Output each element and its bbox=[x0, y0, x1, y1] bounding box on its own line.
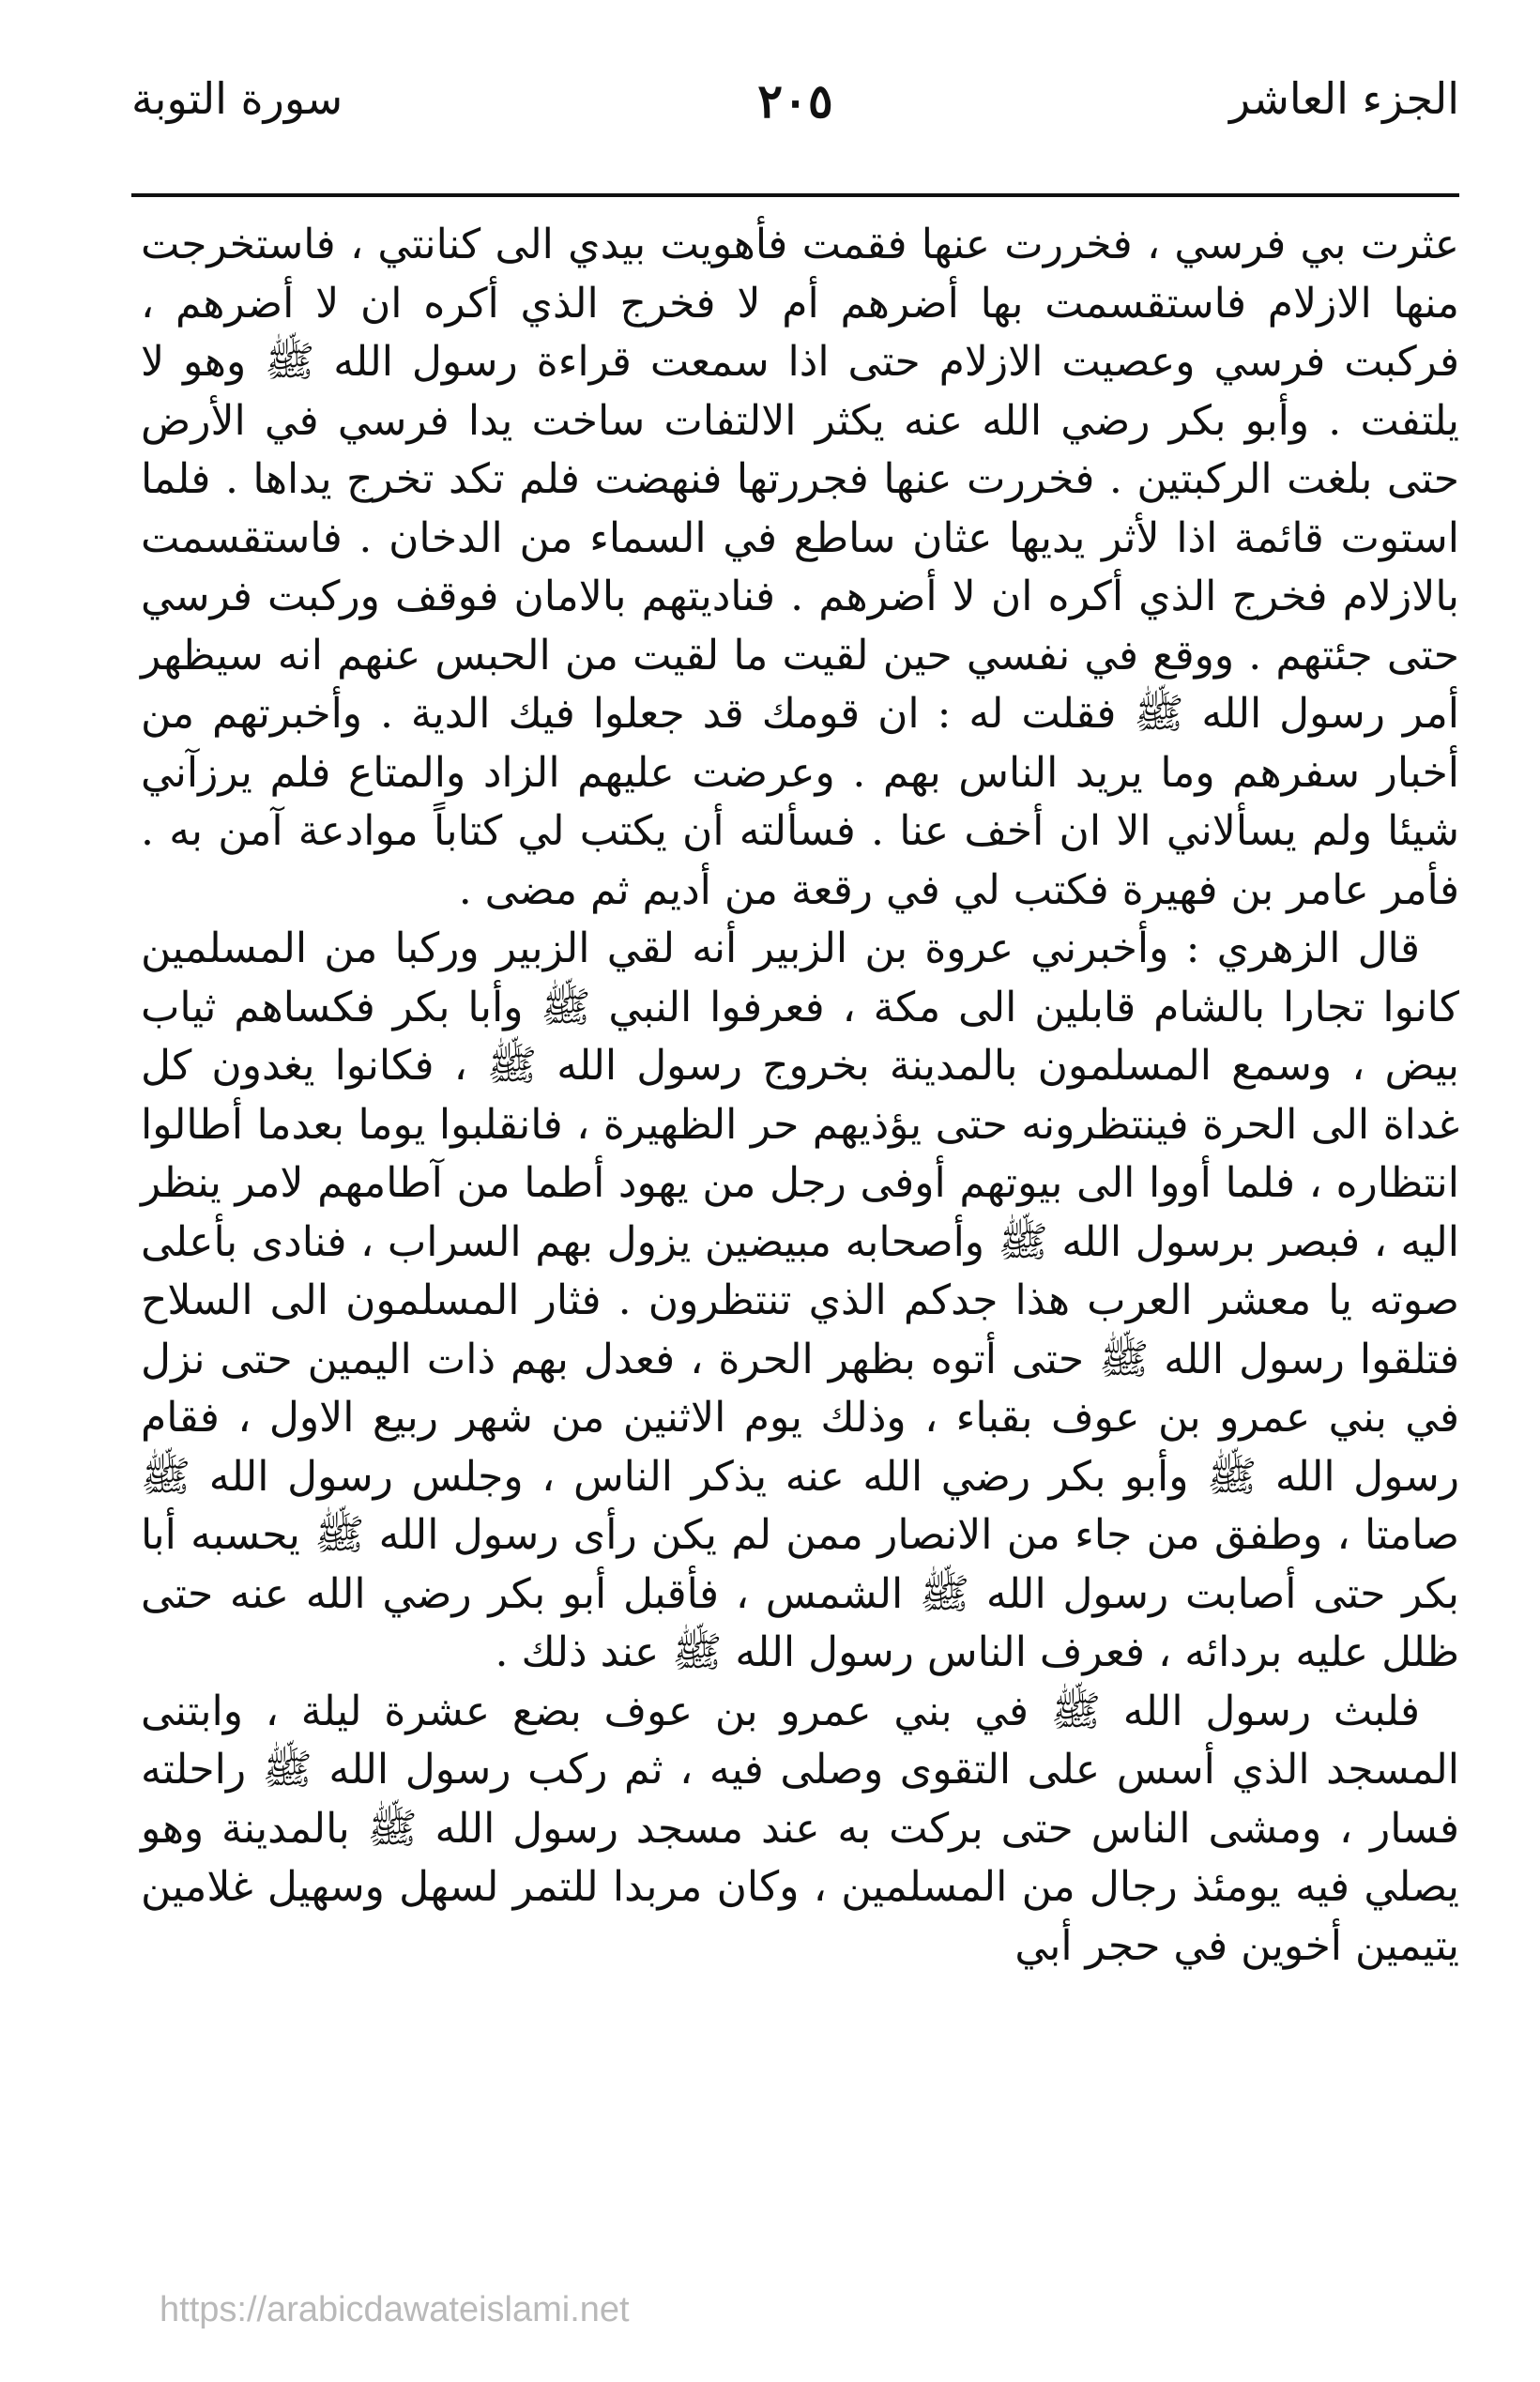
paragraph-2: قال الزهري : وأخبرني عروة بن الزبير أنه لقي الزبير وركبا من المسلمين كانوا تجارا بالشام قابلين الى مكة ، فعرفوا النبي ﷺ وأبا بكر فكساهم ثياب بيض ، وسمع المسلمون بالمدينة بخروج رسول الله ﷺ ، فكانوا يغدون كل غداة الى الحرة فينتظرونه حتى يؤذيهم حر الظهيرة ، فانقلبوا يوما بعدما أطالوا انتظاره ، فلما أووا الى بيوتهم أوفى رجل من يهود أطما من آطامهم لامر ينظر اليه ، فبصر برسول الله ﷺ وأصحابه مبيضين يزول بهم السراب ، فنادى بأعلى صوته يا معشر العرب هذا جدكم الذي تنتظرون . فثار المسلمون الى السلاح فتلقوا رسول الله ﷺ حتى أتوه بظهر الحرة ، فعدل بهم ذات اليمين حتى نزل في بني عمرو بن عوف بقباء ، وذلك يوم الاثنين من شهر ربيع الاول ، فقام رسول الله ﷺ وأبو بكر رضي الله عنه يذكر الناس ، وجلس رسول الله ﷺ صامتا ، وطفق من جاء من الانصار ممن لم يكن رأى رسول الله ﷺ يحسبه أبا بكر حتى أصابت رسول الله ﷺ الشمس ، فأقبل أبو بكر رضي الله عنه حتى ظلل عليه بردائه ، فعرف الناس رسول الله ﷺ عند ذلك . bbox=[141, 924, 1459, 1676]
paragraph-3: فلبث رسول الله ﷺ في بني عمرو بن عوف بضع عشرة ليلة ، وابتنى المسجد الذي أسس على التقوى وصلى فيه ، ثم ركب رسول الله ﷺ راحلته فسار ، ومشى الناس حتى بركت به عند مسجد رسول الله ﷺ بالمدينة وهو يصلي فيه يومئذ رجال من المسلمين ، وكان مربدا للتمر لسهل وسهيل غلامين يتيمين أخوين في حجر أبي bbox=[141, 1687, 1459, 1970]
header-rule bbox=[131, 193, 1459, 197]
body-text bbox=[141, 216, 1459, 1976]
paragraph-1: عثرت بي فرسي ، فخررت عنها فقمت فأهويت بيدي الى كنانتي ، فاستخرجت منها الازلام فاستقسمت بها أضرهم أم لا فخرج الذي أكره ان لا أضرهم ، فركبت فرسي وعصيت الازلام حتى اذا سمعت قراءة رسول الله ﷺ وهو لا يلتفت . وأبو بكر رضي الله عنه يكثر الالتفات ساخت يدا فرسي في الأرض حتى بلغت الركبتين . فخررت عنها فجررتها فنهضت فلم تكد تخرج يداها . فلما استوت قائمة اذا لأثر يديها عثان ساطع في السماء من الدخان . فاستقسمت بالازلام فخرج الذي أكره ان لا أضرهم . فناديتهم بالامان فوقف وركبت فرسي حتى جئتهم . ووقع في نفسي حين لقيت ما لقيت من الحبس عنهم انه سيظهر أمر رسول الله ﷺ فقلت له : ان قومك قد جعلوا فيك الدية . وأخبرتهم من أخبار سفرهم وما يريد الناس بهم . وعرضت عليهم الزاد والمتاع فلم يرزآني شيئا ولم يسألاني الا ان أخف عنا . فسألته أن يكتب لي كتاباً موادعة آمن به . فأمر عامر بن فهيرة فكتب لي في رقعة من أديم ثم مضى . bbox=[141, 221, 1459, 914]
watermark-url: https://arabicdawateislami.net bbox=[160, 2290, 630, 2329]
surah-title: سورة التوبة bbox=[131, 73, 343, 124]
part-title: الجزء العاشر bbox=[1228, 73, 1459, 124]
page-number: ٢٠٥ bbox=[757, 73, 833, 129]
page-header bbox=[131, 73, 1459, 158]
